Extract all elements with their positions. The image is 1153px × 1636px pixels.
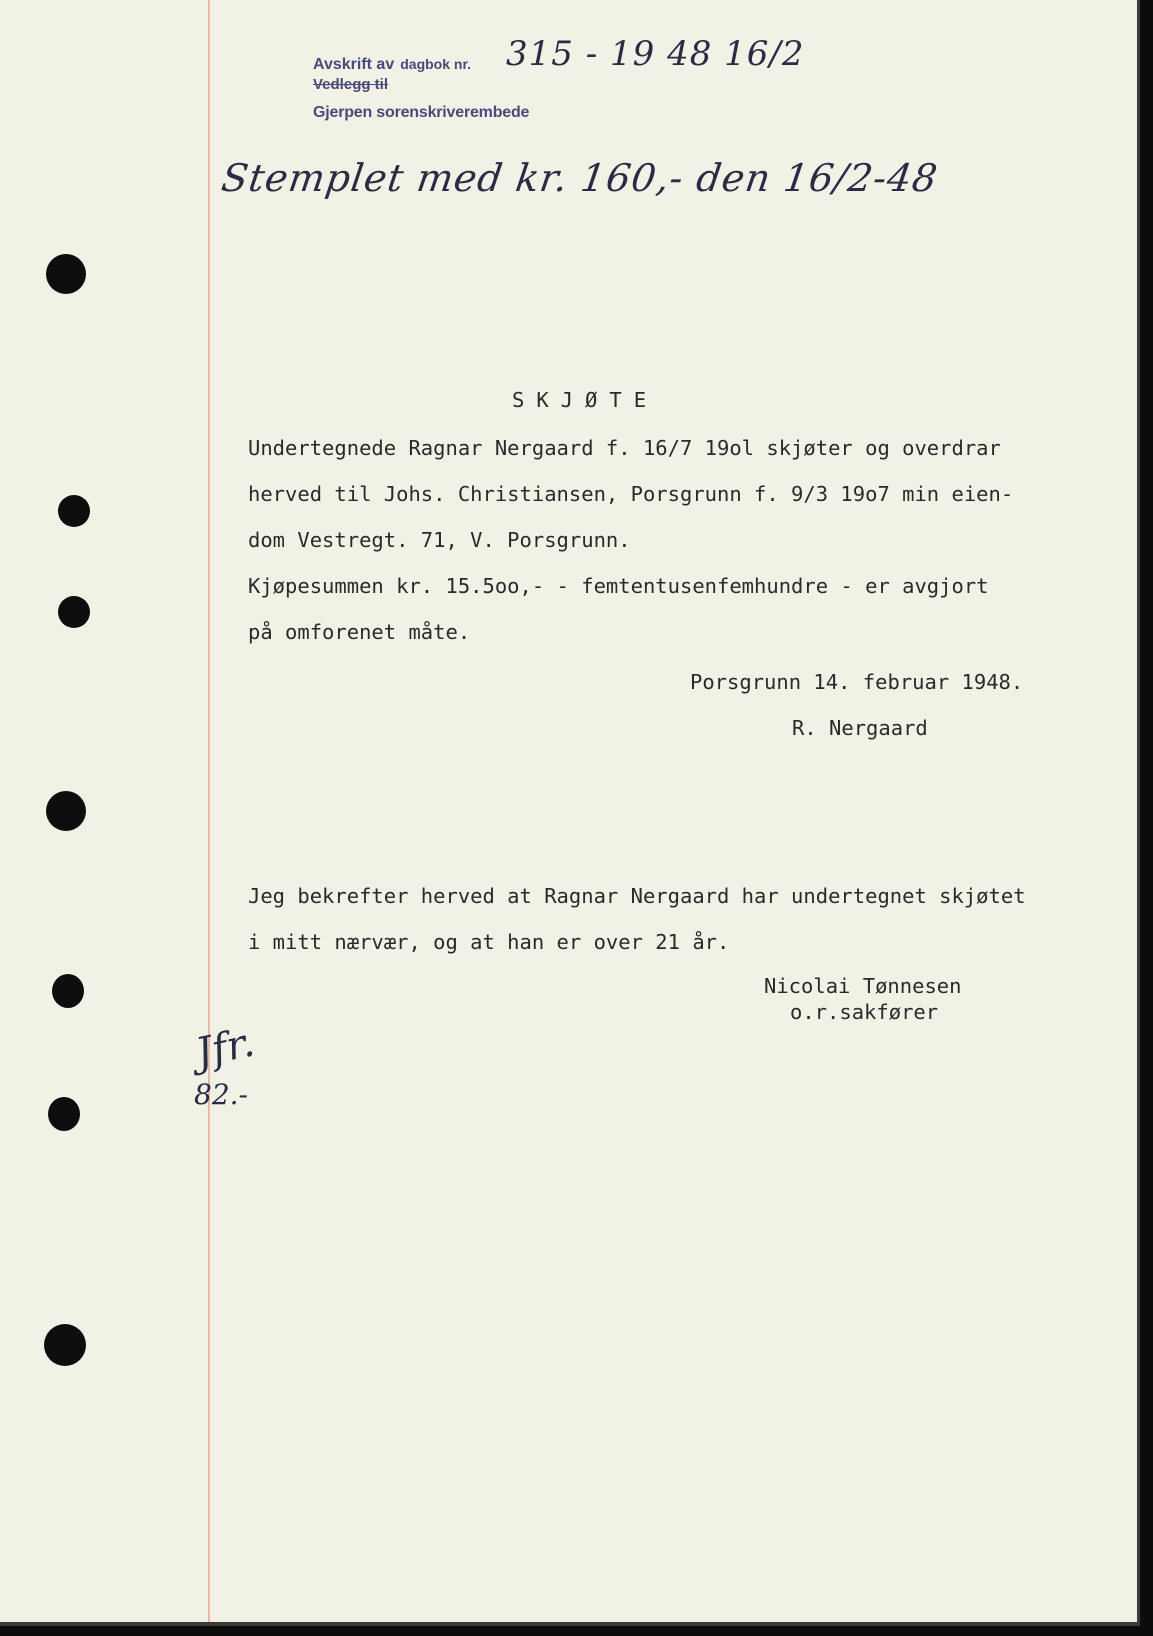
handwritten-stamp-note: Stemplet med kr. 160,- den 16/2-48 — [218, 156, 941, 200]
seller-signature: R. Nergaard — [792, 716, 928, 740]
handwritten-initials: Jfr. — [191, 1019, 259, 1077]
stamp-line-3: Gjerpen sorenskriverembede — [313, 104, 530, 121]
stamp-line-1 — [313, 56, 471, 74]
punch-hole-1 — [46, 254, 86, 294]
body-line-1: Undertegnede Ragnar Nergaard f. 16/7 19ol skjøter og overdrar — [248, 436, 1001, 460]
stamp-avskrift: Avskrift av — [313, 56, 395, 73]
document-title: SKJØTE — [512, 388, 659, 412]
body-line-4: Kjøpesummen kr. 15.5oo,- - femtentusenfemhundre - er avgjort — [248, 574, 989, 598]
stamp-dagbok: dagbok nr. — [400, 56, 472, 72]
punch-hole-6 — [48, 1097, 80, 1131]
punch-hole-5 — [52, 974, 84, 1008]
punch-hole-3 — [58, 596, 90, 628]
margin-line — [208, 0, 210, 1622]
body-line-3: dom Vestregt. 71, V. Porsgrunn. — [248, 528, 631, 552]
witness-title: o.r.sakfører — [790, 1000, 939, 1024]
stamp-line-2: Vedlegg til — [313, 76, 389, 93]
punch-hole-4 — [46, 791, 86, 831]
handwritten-journal-number: 315 - 19 48 16/2 — [506, 34, 805, 74]
punch-hole-2 — [58, 495, 90, 527]
confirmation-line-2: i mitt nærvær, og at han er over 21 år. — [248, 930, 730, 954]
witness-name: Nicolai Tønnesen — [764, 974, 962, 998]
handwritten-amount: 82.- — [194, 1078, 248, 1111]
confirmation-line-1: Jeg bekrefter herved at Ragnar Nergaard har undertegnet skjøtet — [248, 884, 1026, 908]
body-line-2: herved til Johs. Christiansen, Porsgrunn f. 9/3 19o7 min eien- — [248, 482, 1014, 506]
place-date: Porsgrunn 14. februar 1948. — [690, 670, 1024, 694]
body-line-5: på omforenet måte. — [248, 620, 471, 644]
punch-hole-7 — [44, 1324, 86, 1366]
